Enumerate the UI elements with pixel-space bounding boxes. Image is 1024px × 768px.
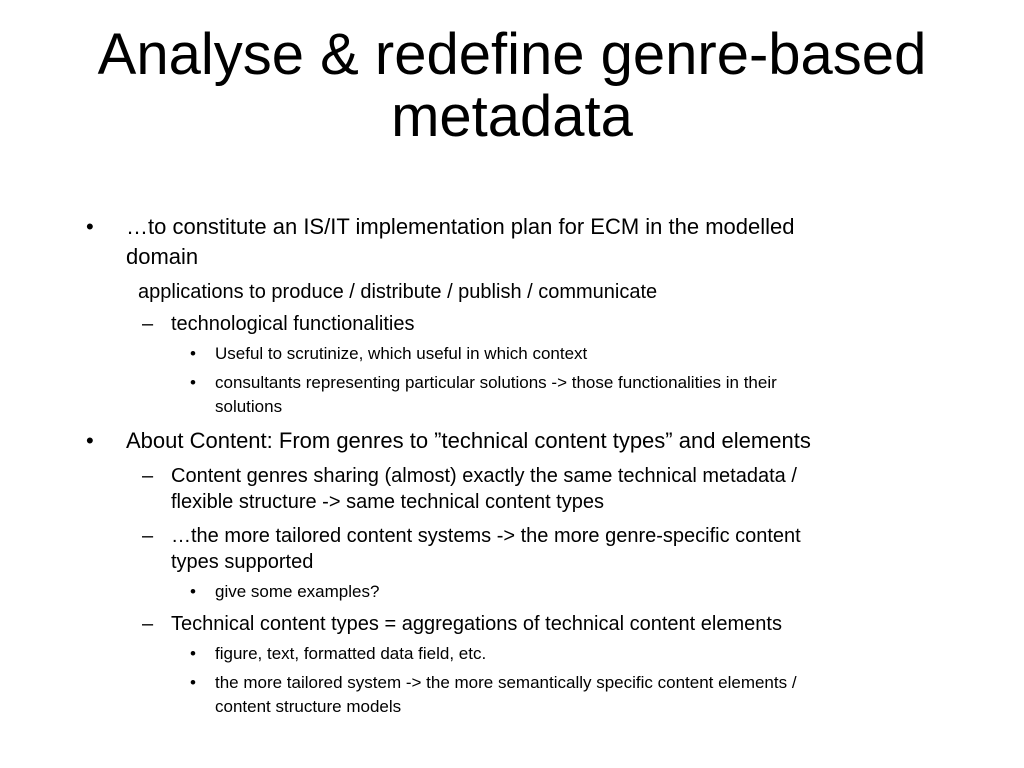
bullet-dot-icon: •	[190, 373, 196, 392]
bullet-1-dash-1-sub-2-line-2: solutions	[215, 397, 283, 416]
bullet-dot-icon: •	[86, 428, 94, 453]
bullet-2-dash-2-line-1: …the more tailored content systems -> the more genre-specific content	[171, 525, 801, 547]
bullet-2-dash-3-sub-2-line-2: content structure models	[215, 697, 402, 716]
bullet-1-dash-1-sub-1: Useful to scrutinize, which useful in which context	[215, 344, 588, 363]
dash-icon: –	[142, 313, 154, 335]
bullet-1-line-1: …to constitute an IS/IT implementation plan for ECM in the modelled	[126, 214, 795, 239]
bullet-2-dash-3: Technical content types = aggregations of technical content elements	[171, 613, 782, 635]
bullet-2-dash-1-line-1: Content genres sharing (almost) exactly the same technical metadata /	[171, 465, 797, 487]
bullet-dot-icon: •	[190, 582, 196, 601]
bullet-dot-icon: •	[190, 673, 196, 692]
bullet-1-plain-subline: applications to produce / distribute / publish / communicate	[138, 281, 658, 303]
bullet-dot-icon: •	[190, 644, 196, 663]
dash-icon: –	[142, 465, 154, 487]
bullet-2-dash-2-sub-1: give some examples?	[215, 582, 380, 601]
bullet-dot-icon: •	[190, 344, 196, 363]
title-line-2: metadata	[391, 84, 633, 149]
dash-icon: –	[142, 613, 154, 635]
bullet-1-dash-1-sub-2-line-1: consultants representing particular solutions -> those functionalities in their	[215, 373, 777, 392]
bullet-1-line-2: domain	[126, 244, 199, 269]
dash-icon: –	[142, 525, 154, 547]
bullet-2-dash-3-sub-2-line-1: the more tailored system -> the more semantically specific content elements /	[215, 673, 797, 692]
bullet-2-dash-1-line-2: flexible structure -> same technical content types	[171, 491, 604, 513]
bullet-1-dash-1: technological functionalities	[171, 313, 415, 335]
bullet-2-line-1: About Content: From genres to ”technical content types” and elements	[126, 428, 811, 453]
slide-title	[0, 24, 1024, 148]
bullet-2-dash-2-line-2: types supported	[171, 551, 314, 573]
bullet-2-dash-3-sub-1: figure, text, formatted data field, etc.	[215, 644, 487, 663]
bullet-dot-icon: •	[86, 214, 94, 239]
title-line-1: Analyse & redefine genre-based	[97, 22, 927, 87]
